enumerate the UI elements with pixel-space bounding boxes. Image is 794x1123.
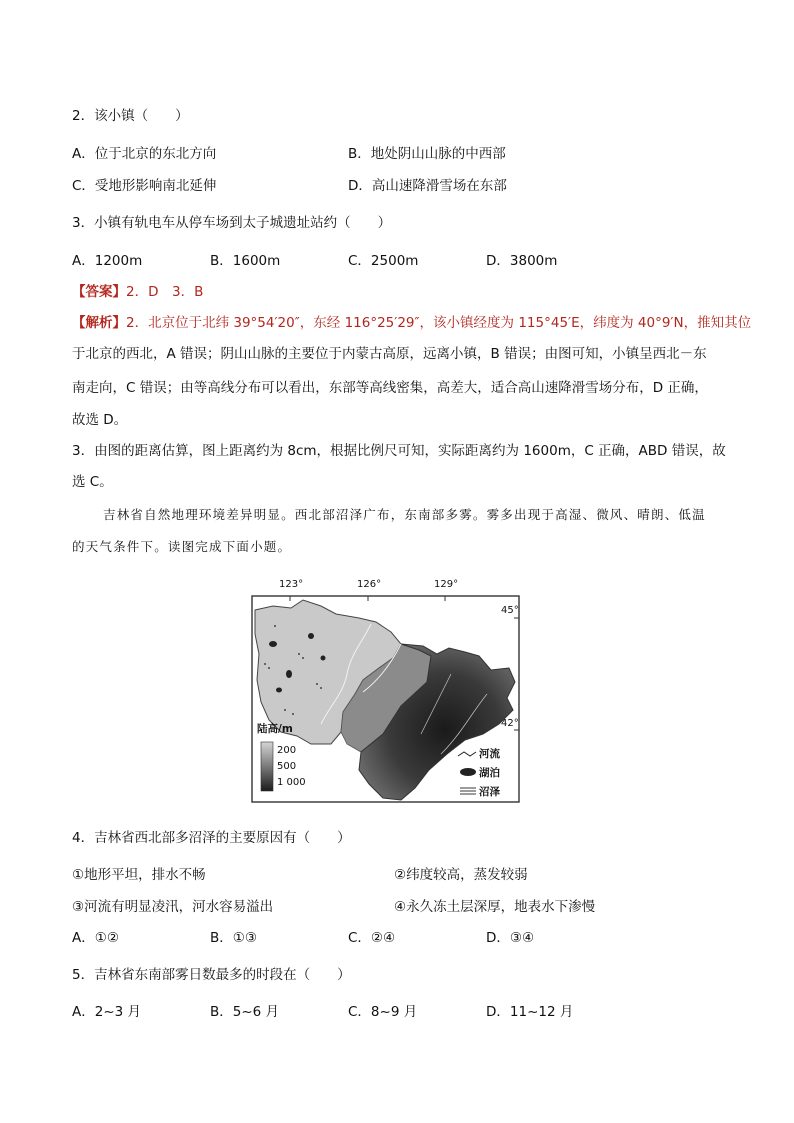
analysis-line-4: 故选 D。 — [72, 412, 128, 428]
analysis-tag: 【解析】 — [72, 315, 126, 331]
q2-option-a: A．位于北京的东北方向 — [72, 146, 217, 162]
analysis-line-5: 3．由图的距离估算，图上距离约为 8cm，根据比例尺可知，实际距离约为 1600m，C 正确，ABD 错误，故 — [72, 443, 726, 459]
analysis-line-1 — [72, 313, 751, 333]
q4-option-a: A．①② — [72, 930, 119, 946]
q3-stem: 3．小镇有轨电车从停车场到太子城遗址站约（ ） — [72, 215, 392, 231]
passage-line-1: 吉林省自然地理环境差异明显。西北部沼泽广布，东南部多雾。雾多出现于高湿、微风、晴朗、低温 — [103, 507, 706, 522]
q5-option-d: D．11~12 月 — [486, 1004, 574, 1020]
q3-option-d: D．3800m — [486, 253, 558, 269]
q4-statement-3: ③河流有明显凌汛，河水容易溢出 — [72, 899, 274, 915]
lat-label-45: 45° — [501, 605, 519, 616]
q4-statement-4: ④永久冻土层深厚，地表水下渗慢 — [394, 899, 596, 915]
legend-river-label: 河流 — [479, 748, 500, 760]
analysis-line-6: 选 C。 — [72, 474, 113, 490]
lake — [286, 670, 292, 678]
analysis-line-3: 南走向，C 错误；由等高线分布可以看出，东部等高线密集，高差大，适合高山速降滑雪场分布，D 正确， — [72, 380, 708, 396]
legend-elev-200: 200 — [277, 745, 297, 756]
legend-swamp-label: 沼泽 — [479, 786, 500, 798]
q4-statement-1: ①地形平坦，排水不畅 — [72, 867, 206, 883]
lake-symbol-icon — [460, 768, 476, 776]
answer-text: 2．D 3．B — [126, 284, 204, 300]
lake — [321, 656, 326, 661]
legend-lake-label: 湖泊 — [479, 767, 500, 779]
lat-label-42: 42° — [501, 718, 519, 729]
answer-tag: 【答案】 — [72, 284, 126, 300]
symbol-legend-icons — [456, 748, 480, 800]
swamp-symbol-icon — [460, 788, 476, 794]
legend-elev-500: 500 — [277, 761, 297, 772]
analysis-text-1: 2．北京位于北纬 39°54′20″，东经 116°25′29″，该小镇经度为 115°45′E，纬度为 40°9′N，推知其位 — [126, 315, 752, 331]
q5-stem: 5．吉林省东南部雾日数最多的时段在（ ） — [72, 967, 351, 983]
q2-option-c: C．受地形影响南北延伸 — [72, 178, 217, 194]
lon-label-129: 129° — [434, 579, 459, 590]
q4-option-c: C．②④ — [348, 930, 396, 946]
q4-option-d: D．③④ — [486, 930, 535, 946]
legend-title: 陆高/m — [257, 723, 293, 735]
lake — [308, 633, 314, 639]
lon-label-126: 126° — [357, 579, 382, 590]
analysis-line-2: 于北京的西北，A 错误；阴山山脉的主要位于内蒙古高原，远离小镇，B 错误；由图可知，小镇呈西北－东 — [72, 346, 707, 362]
q4-statement-2: ②纬度较高，蒸发较弱 — [394, 867, 528, 883]
jilin-elevation-map — [251, 579, 521, 803]
river-symbol-icon — [458, 752, 476, 756]
q4-option-b: B．①③ — [210, 930, 257, 946]
q4-stem: 4．吉林省西北部多沼泽的主要原因有（ ） — [72, 830, 351, 846]
q3-option-b: B．1600m — [210, 253, 281, 269]
legend-elev-1000: 1 000 — [277, 777, 306, 788]
lon-label-123: 123° — [279, 579, 304, 590]
q2-option-b: B．地处阴山山脉的中西部 — [348, 146, 506, 162]
lake — [269, 641, 277, 647]
q5-option-a: A．2~3 月 — [72, 1004, 142, 1020]
q2-stem: 2．该小镇（ ） — [72, 108, 189, 124]
lake — [276, 688, 282, 693]
q3-option-a: A．1200m — [72, 253, 143, 269]
q3-option-c: C．2500m — [348, 253, 419, 269]
q2-option-d: D．高山速降滑雪场在东部 — [348, 178, 507, 194]
q5-option-b: B．5~6 月 — [210, 1004, 280, 1020]
answer-line — [72, 282, 203, 302]
q5-option-c: C．8~9 月 — [348, 1004, 418, 1020]
passage-line-2: 的天气条件下。读图完成下面小题。 — [72, 539, 292, 554]
